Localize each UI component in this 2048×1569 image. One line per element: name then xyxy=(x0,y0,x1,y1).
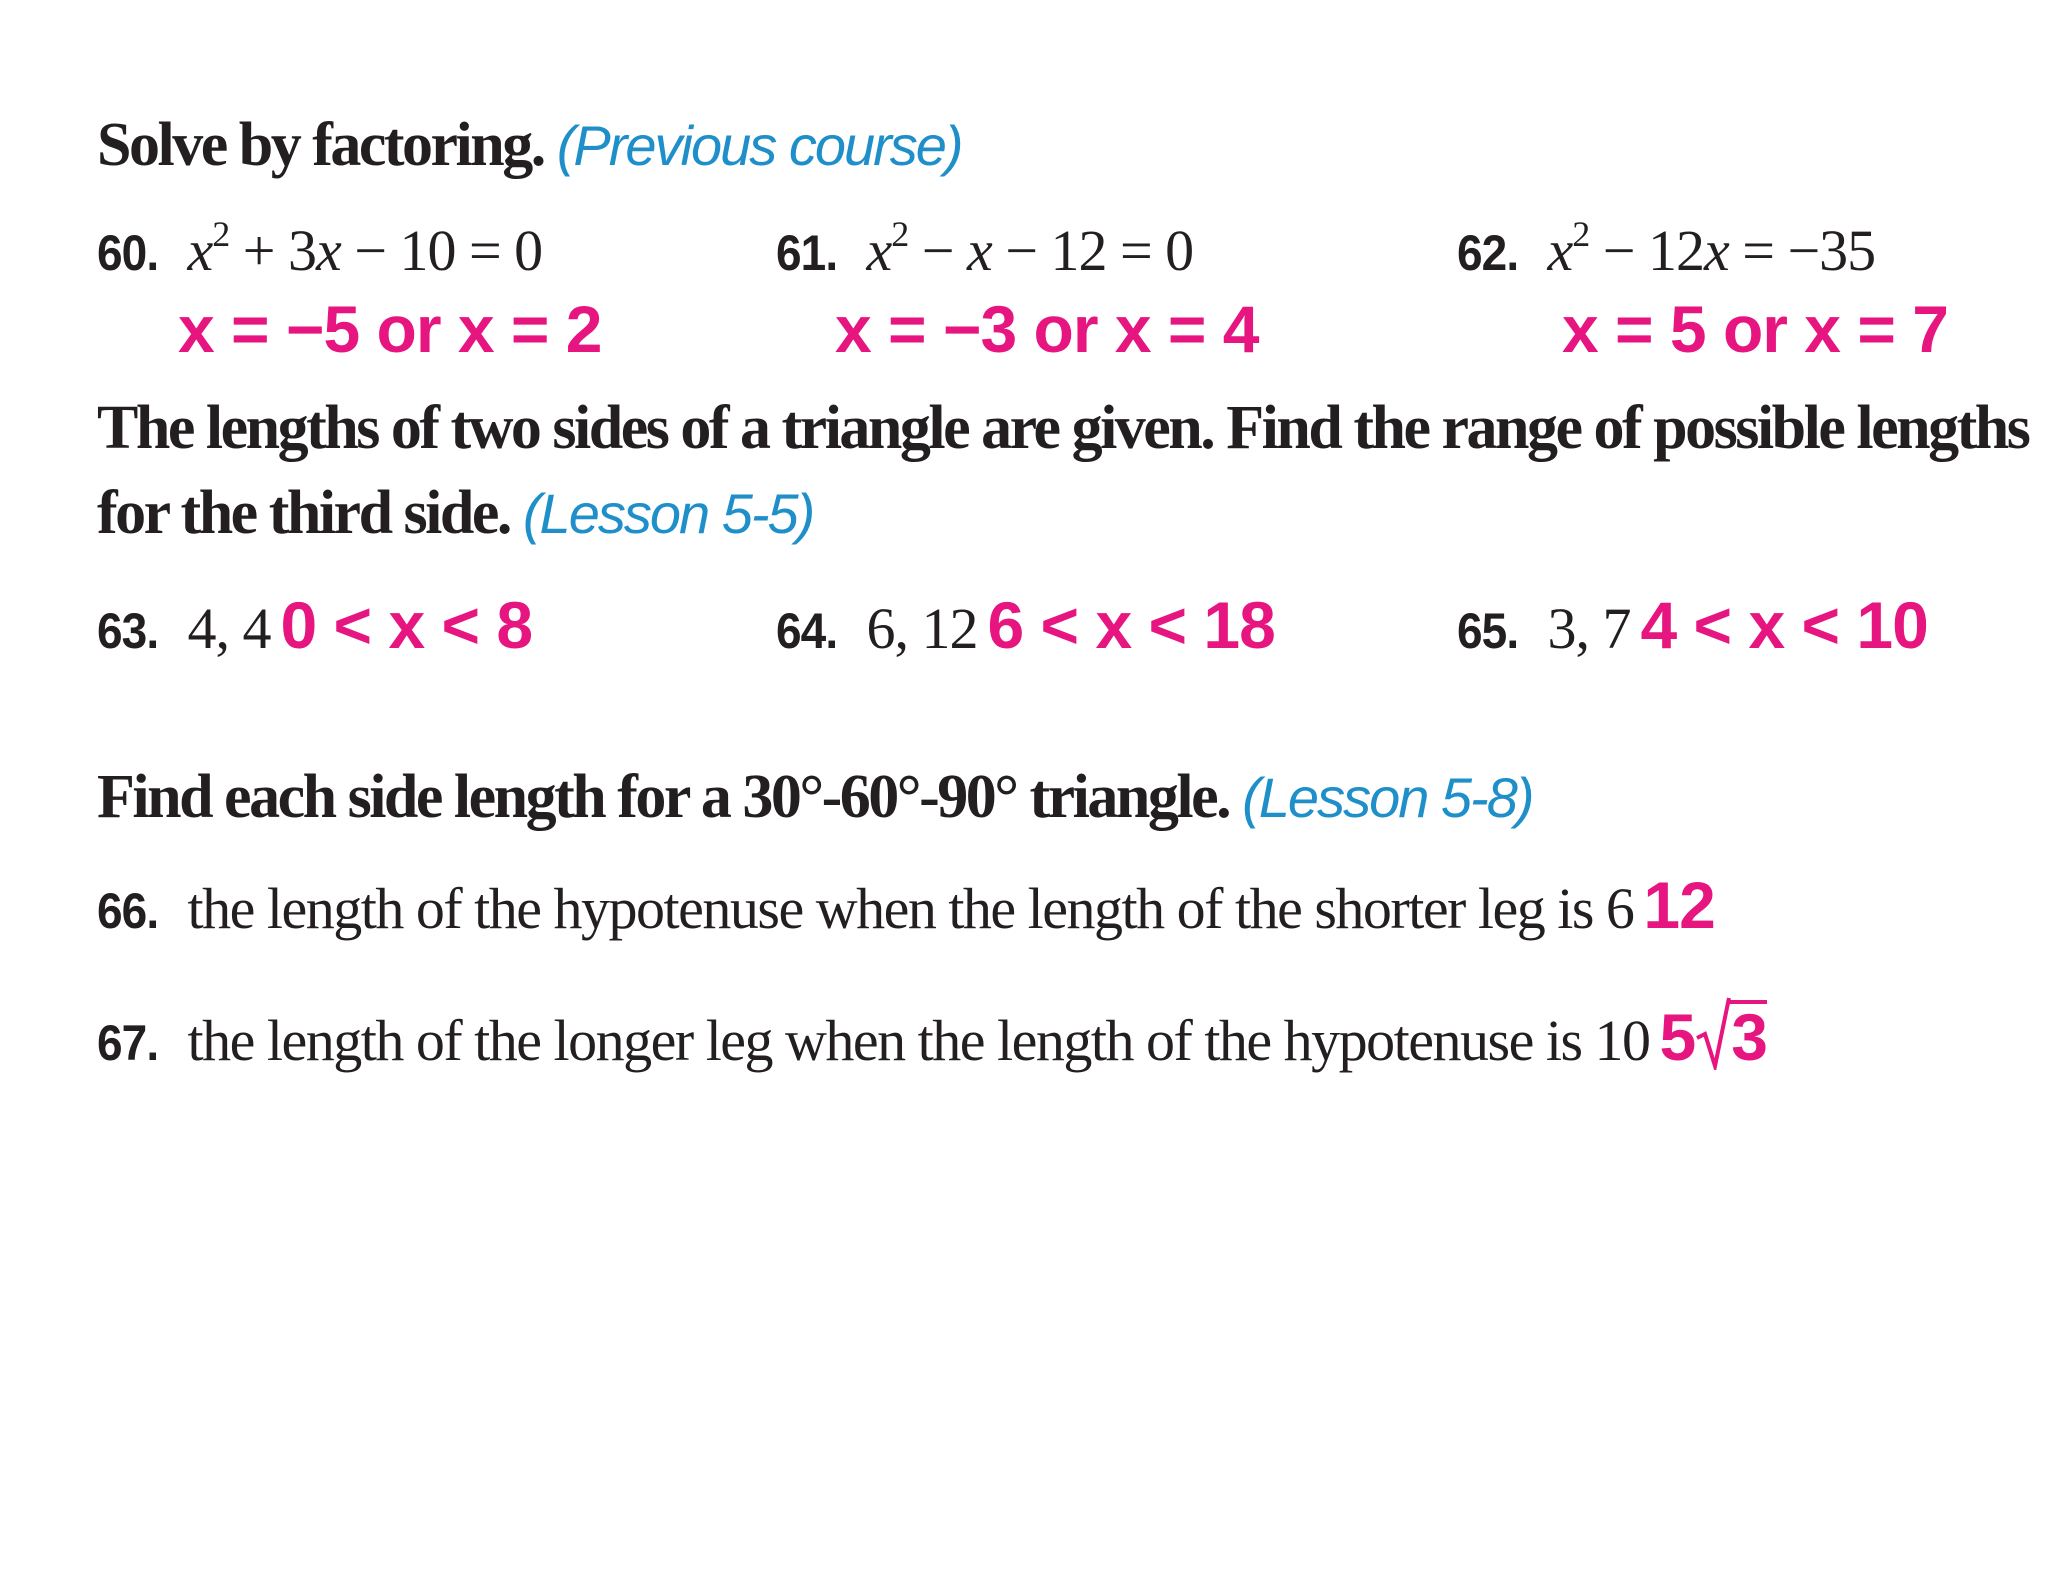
section-heading-triangle-range xyxy=(97,393,2028,464)
problem-64 xyxy=(776,588,1275,662)
problem-number: 61. xyxy=(776,225,838,281)
lesson-reference: (Lesson 5-5) xyxy=(522,482,814,545)
answer-60: x = −5 or x = 2 xyxy=(178,292,602,366)
answer-67 xyxy=(1660,1000,1767,1074)
section-heading-30-60-90 xyxy=(97,762,1533,833)
section-heading-factoring xyxy=(97,110,962,181)
problem-number: 63. xyxy=(97,603,159,659)
heading-text: Solve by factoring. xyxy=(97,111,544,179)
answer-65: 4 < x < 10 xyxy=(1640,588,1928,662)
problem-67 xyxy=(97,1000,1767,1074)
problem-text: the length of the longer leg when the length of the hypotenuse is 10 xyxy=(187,1008,1650,1073)
problem-61 xyxy=(776,214,1194,283)
heading-text-line1: The lengths of two sides of a triangle are given. Find the range of possible lengths xyxy=(97,394,2029,462)
equation: $x^2 - x - 12 = 0$ xyxy=(866,214,1194,283)
section-heading-triangle-range-line2 xyxy=(97,478,813,549)
square-root-symbol xyxy=(1695,1000,1767,1074)
problem-63 xyxy=(97,588,533,662)
answer-61: x = −3 or x = 4 xyxy=(835,292,1259,366)
answer-62: x = 5 or x = 7 xyxy=(1562,292,1948,366)
heading-text-line2: for the third side. xyxy=(97,479,510,547)
equation: $x^2 - 12x = -35$ xyxy=(1547,214,1876,283)
answer-63: 0 < x < 8 xyxy=(280,588,533,662)
heading-text: Find each side length for a 30°-60°-90° triangle. xyxy=(97,763,1230,831)
answer-coefficient: 5 xyxy=(1659,1000,1696,1074)
radical-sign-icon xyxy=(1695,994,1731,1070)
equation: $x^2 + 3x - 10 = 0$ xyxy=(187,214,543,283)
problem-60 xyxy=(97,214,543,283)
given-sides: 4, 4 xyxy=(187,596,271,661)
lesson-reference: (Previous course) xyxy=(556,114,962,177)
given-sides: 6, 12 xyxy=(866,596,978,661)
answer-64: 6 < x < 18 xyxy=(987,588,1275,662)
problem-number: 66. xyxy=(97,883,159,939)
problem-number: 65. xyxy=(1457,603,1519,659)
problem-62 xyxy=(1457,214,1876,283)
problem-text: the length of the hypotenuse when the length of the shorter leg is 6 xyxy=(187,876,1634,941)
problem-66 xyxy=(97,868,1715,942)
answer-66: 12 xyxy=(1643,868,1715,942)
answer-radicand: 3 xyxy=(1731,1000,1767,1074)
problem-number: 64. xyxy=(776,603,838,659)
problem-65 xyxy=(1457,588,1928,662)
problem-number: 67. xyxy=(97,1015,159,1071)
problem-number: 60. xyxy=(97,225,159,281)
given-sides: 3, 7 xyxy=(1547,596,1631,661)
lesson-reference: (Lesson 5-8) xyxy=(1242,766,1533,829)
problem-number: 62. xyxy=(1457,225,1519,281)
